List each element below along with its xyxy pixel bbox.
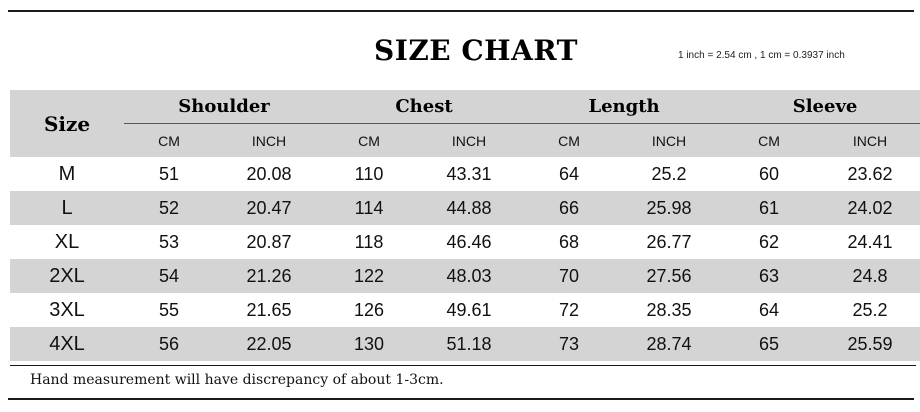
table-cell: 43.31 [446, 163, 492, 184]
size-column-header: Size [10, 90, 124, 157]
table-cell: 20.47 [214, 191, 324, 225]
unit-conversion-note: 1 inch = 2.54 cm , 1 cm = 0.3937 inch [678, 50, 845, 61]
table-cell: 25.2 [852, 299, 888, 320]
table-row [10, 191, 920, 225]
table-cell: 51 [158, 163, 180, 184]
table-cell: 62 [759, 231, 780, 252]
unit-header: CM [324, 124, 414, 158]
unit-header: INCH [614, 124, 724, 158]
table-cell: 70 [524, 259, 614, 293]
unit-header: INCH [814, 124, 920, 158]
footnote: Hand measurement will have discrepancy of about 1-3cm. [30, 372, 444, 388]
chest-header: Chest [324, 90, 524, 124]
table-cell: 23.62 [847, 163, 893, 184]
bottom-rule [8, 398, 914, 400]
unit-header: CM [124, 124, 214, 158]
table-cell: 122 [324, 259, 414, 293]
table-cell: 48.03 [414, 259, 524, 293]
table-cell: 126 [353, 299, 385, 320]
size-cell: M [58, 162, 76, 185]
unit-header: CM [724, 124, 814, 158]
table-unit-row [10, 124, 920, 158]
table-cell: 21.26 [214, 259, 324, 293]
table-row [10, 259, 920, 293]
table-cell: 72 [559, 299, 580, 320]
table-cell: 64 [759, 299, 780, 320]
table-cell: 51.18 [414, 327, 524, 361]
table-cell: 56 [124, 327, 214, 361]
table-cell: 25.2 [651, 163, 687, 184]
top-rule [8, 10, 914, 12]
shoulder-header: Shoulder [124, 90, 324, 124]
table-cell: 53 [158, 231, 180, 252]
table-cell: 68 [559, 231, 580, 252]
table-cell: 65 [724, 327, 814, 361]
size-cell: 4XL [10, 327, 124, 361]
unit-header: INCH [414, 124, 524, 158]
table-cell: 28.35 [646, 299, 692, 320]
table-row [10, 293, 920, 327]
table-cell: 118 [354, 231, 384, 252]
table-cell: 22.05 [214, 327, 324, 361]
table-cell: 46.46 [446, 231, 492, 252]
table-cell: 20.87 [246, 231, 292, 252]
table-cell: 55 [158, 299, 180, 320]
table-bottom-rule [10, 365, 916, 366]
table-cell: 24.8 [814, 259, 920, 293]
table-cell: 52 [124, 191, 214, 225]
table-cell: 24.02 [814, 191, 920, 225]
unit-header: CM [524, 124, 614, 158]
size-cell: L [10, 191, 124, 225]
table-cell: 130 [324, 327, 414, 361]
table-cell: 21.65 [246, 299, 292, 320]
table-cell: 60 [759, 163, 780, 184]
table-cell: 114 [324, 191, 414, 225]
size-cell: XL [54, 230, 80, 253]
table-row [10, 225, 920, 259]
unit-header: INCH [214, 124, 324, 158]
table-cell: 25.98 [614, 191, 724, 225]
table-cell: 54 [124, 259, 214, 293]
table-row [10, 327, 920, 361]
table-cell: 63 [724, 259, 814, 293]
table-cell: 28.74 [614, 327, 724, 361]
table-cell: 61 [724, 191, 814, 225]
table-cell: 25.59 [814, 327, 920, 361]
page-title: SIZE CHART [374, 34, 578, 67]
size-chart-table [10, 90, 920, 361]
table-cell: 64 [559, 163, 580, 184]
table-cell: 49.61 [446, 299, 492, 320]
table-cell: 24.41 [847, 231, 893, 252]
table-row [10, 157, 920, 191]
table-cell: 26.77 [646, 231, 692, 252]
length-header: Length [524, 90, 724, 124]
size-cell: 3XL [49, 298, 85, 321]
table-cell: 110 [354, 163, 384, 184]
table-cell: 20.08 [246, 163, 292, 184]
table-cell: 44.88 [414, 191, 524, 225]
sleeve-header: Sleeve [724, 90, 920, 124]
table-cell: 73 [524, 327, 614, 361]
table-header-row [10, 90, 920, 124]
size-cell: 2XL [10, 259, 124, 293]
table-cell: 27.56 [614, 259, 724, 293]
table-cell: 66 [524, 191, 614, 225]
